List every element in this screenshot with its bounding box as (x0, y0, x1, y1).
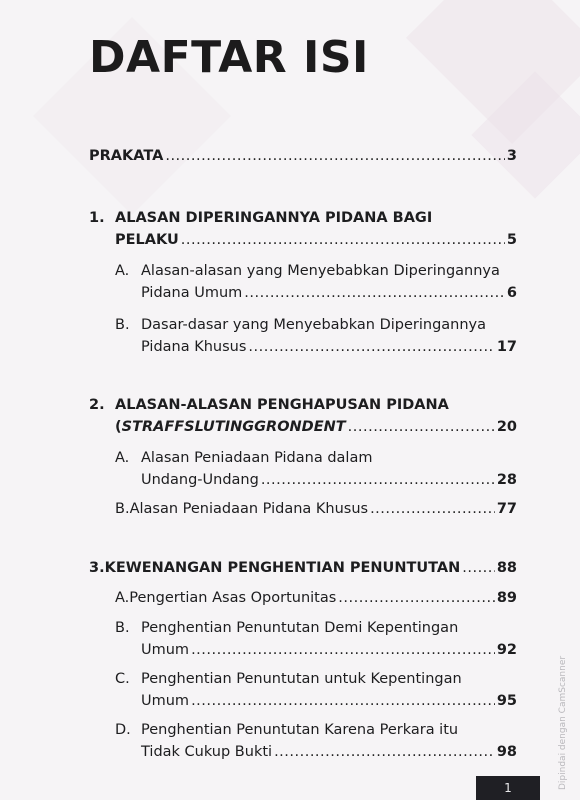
toc-chapter-2 (89, 394, 517, 438)
leader-dots (248, 336, 494, 358)
leader-dots (191, 639, 495, 661)
section-title-line1: Penghentian Penuntutan Demi Kepentingan (141, 620, 459, 636)
toc-page-number: 5 (506, 232, 517, 248)
section-letter: C. (115, 671, 130, 687)
leader-dots (191, 690, 495, 712)
scanner-watermark: Dipindai dengan CamScanner (558, 655, 568, 790)
section-letter: A. (115, 450, 130, 466)
section-title-line1: Penghentian Penuntutan Karena Perkara itu (141, 722, 459, 738)
section-title-line2: Undang-Undang (141, 472, 259, 488)
leader-dots (274, 741, 495, 763)
chapter-number: 3. (89, 560, 105, 576)
section-title-line1: Penghentian Penuntutan untuk Kepentingan (141, 671, 462, 687)
section-letter: B. (115, 620, 130, 636)
toc-entry-3c (115, 668, 517, 712)
section-title-line1: Pengertian Asas Oportunitas (129, 590, 337, 606)
toc-page-number: 88 (496, 560, 517, 576)
toc-page-number: 89 (496, 590, 517, 606)
section-title-line1: Dasar-dasar yang Menyebabkan Diperingannya (141, 317, 487, 333)
toc-page-number: 20 (496, 419, 517, 435)
toc-page-number: 3 (506, 148, 517, 164)
leader-dots (261, 469, 495, 491)
leader-dots (338, 587, 495, 609)
leader-dots (348, 416, 495, 438)
section-title-line2: Pidana Umum (141, 285, 243, 301)
section-letter: B. (115, 501, 130, 517)
chapter-title-line1: ALASAN DIPERINGANNYA PIDANA BAGI (115, 210, 433, 226)
toc-page-number: 98 (496, 744, 517, 760)
toc-page-number: 92 (496, 642, 517, 658)
toc-entry-2b (115, 498, 517, 520)
leader-dots (462, 557, 495, 579)
toc-page-number: 17 (496, 339, 517, 355)
toc-entry-1b (115, 314, 517, 358)
toc-entry-1a (115, 260, 517, 304)
page-title: DAFTAR ISI (89, 32, 369, 83)
section-title-line2: Tidak Cukup Bukti (141, 744, 273, 760)
chapter-title-line2: PELAKU (115, 232, 179, 248)
toc-page-number: 95 (496, 693, 517, 709)
toc-entry-prakata (89, 145, 517, 167)
section-title-line1: Alasan Peniadaan Pidana dalam (141, 450, 373, 466)
leader-dots (244, 282, 505, 304)
background-diamond (406, 0, 580, 144)
chapter-title-italic: STRAFFSLUTINGGRONDENT (121, 419, 346, 435)
section-letter: A. (115, 590, 130, 606)
section-letter: A. (115, 263, 130, 279)
toc-entry-3b (115, 617, 517, 661)
chapter-number: 1. (89, 210, 105, 226)
section-title-line1: Alasan-alasan yang Menyebabkan Diperingannya (141, 263, 500, 279)
chapter-number: 2. (89, 397, 105, 413)
section-title-line2: Umum (141, 693, 190, 709)
toc-chapter-1 (89, 207, 517, 251)
section-letter: D. (115, 722, 131, 738)
leader-dots (165, 145, 505, 167)
toc-page-number: 77 (496, 501, 517, 517)
toc-page-number: 6 (506, 285, 517, 301)
background-diamond (471, 71, 580, 198)
page-number-badge: 1 (476, 776, 540, 800)
section-letter: B. (115, 317, 130, 333)
toc-entry-3a (115, 587, 517, 609)
chapter-title-line1: ALASAN-ALASAN PENGHAPUSAN PIDANA (115, 397, 449, 413)
toc-chapter-3 (89, 557, 517, 579)
toc-entry-3d (115, 719, 517, 763)
leader-dots (370, 498, 495, 520)
section-title-line1: Alasan Peniadaan Pidana Khusus (129, 501, 369, 517)
leader-dots (181, 229, 505, 251)
section-title-line2: Pidana Khusus (141, 339, 247, 355)
chapter-title-line1: KEWENANGAN PENGHENTIAN PENUNTUTAN (104, 560, 461, 576)
section-title-line2: Umum (141, 642, 190, 658)
chapter-title-paren: ( (115, 419, 122, 435)
toc-entry-2a (115, 447, 517, 491)
toc-entry-label: PRAKATA (89, 148, 164, 164)
toc-page-number: 28 (496, 472, 517, 488)
